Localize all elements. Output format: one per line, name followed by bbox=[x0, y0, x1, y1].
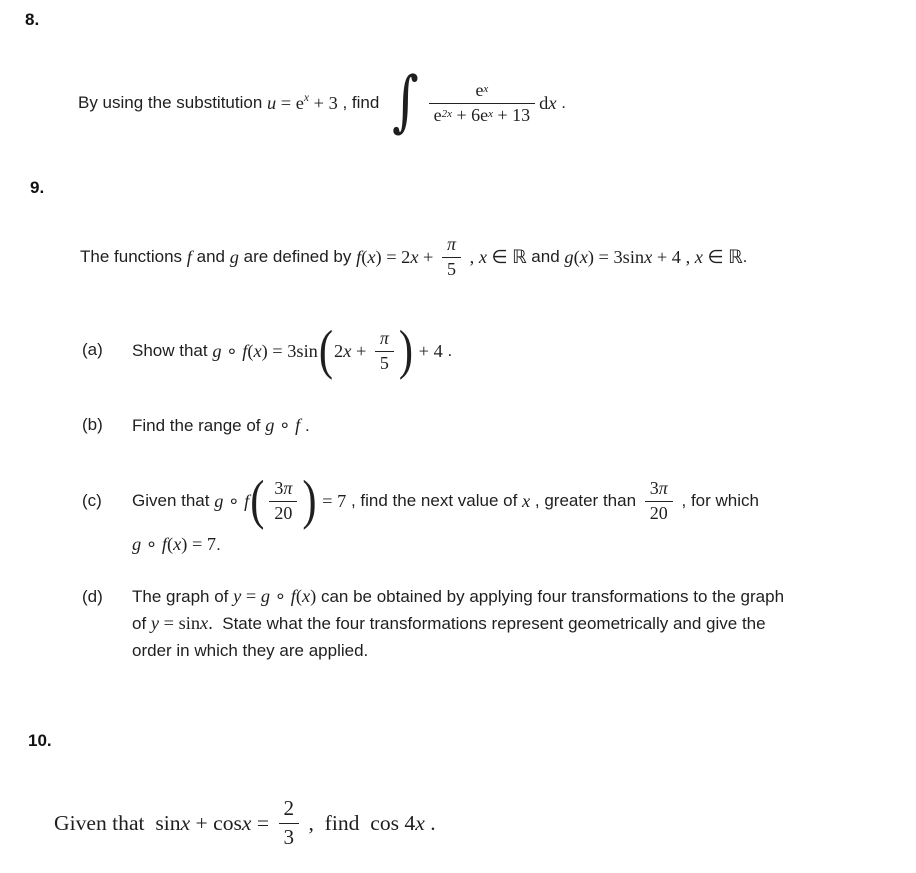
math-roman: ∘ bbox=[223, 490, 245, 511]
math-roman: 5 bbox=[379, 352, 389, 373]
math-roman: = sin bbox=[159, 613, 201, 633]
math-italic: g bbox=[229, 246, 239, 267]
fraction-numerator bbox=[470, 79, 493, 103]
text-run: order in which they are applied. bbox=[132, 641, 369, 660]
fraction-numerator bbox=[645, 477, 673, 501]
math-italic: g bbox=[132, 534, 142, 554]
q9-part-c-statement-line2 bbox=[132, 534, 221, 555]
text-run: , greater than bbox=[530, 491, 641, 511]
math-italic: f bbox=[290, 586, 296, 606]
math-roman: + cos bbox=[190, 810, 242, 835]
math-roman: 3 bbox=[649, 478, 659, 498]
math-italic: u bbox=[267, 92, 277, 113]
q9-part-d-statement-line3 bbox=[132, 641, 368, 661]
math-italic: x bbox=[253, 340, 262, 361]
math-roman: ∘ bbox=[274, 415, 296, 435]
text-run: , find bbox=[337, 93, 385, 113]
text-run: of bbox=[132, 613, 151, 633]
text-run: . bbox=[556, 93, 566, 113]
fraction bbox=[375, 327, 394, 375]
q9-part-b-statement bbox=[132, 415, 310, 436]
math-italic: x bbox=[548, 92, 557, 113]
math-roman: ) = 3sin bbox=[261, 340, 318, 361]
math-roman: Given that sin bbox=[54, 810, 181, 835]
text-run: Given that bbox=[132, 491, 215, 511]
math-roman: ( bbox=[361, 246, 368, 267]
fraction-denominator bbox=[375, 351, 394, 376]
math-roman: ∘ bbox=[270, 586, 291, 606]
math-roman: + bbox=[418, 246, 439, 267]
q9-part-c-statement-line1 bbox=[132, 469, 759, 531]
math-italic: f bbox=[161, 534, 167, 554]
math-italic: x bbox=[180, 810, 191, 835]
integral-sign: ∫ bbox=[392, 63, 419, 141]
fraction-numerator bbox=[279, 795, 300, 823]
text-run: . bbox=[442, 341, 453, 361]
q10-statement bbox=[54, 795, 436, 851]
math-italic: x bbox=[200, 613, 209, 633]
math-italic: x bbox=[173, 534, 182, 554]
text-run: By using the substitution bbox=[78, 93, 268, 113]
math-italic: g bbox=[214, 490, 224, 511]
math-roman: + 6e bbox=[452, 104, 489, 125]
math-roman: ) = 3sin bbox=[587, 246, 645, 267]
math-roman: + 13 bbox=[493, 104, 531, 125]
superscript: x bbox=[488, 107, 493, 120]
math-roman: = bbox=[241, 586, 261, 606]
math-roman: e bbox=[475, 80, 484, 100]
math-italic: f bbox=[244, 490, 250, 511]
math-roman: ) bbox=[310, 586, 317, 606]
text-run: , for which bbox=[676, 491, 759, 511]
math-roman: , bbox=[465, 246, 479, 267]
fraction bbox=[442, 233, 461, 281]
math-italic: x bbox=[343, 340, 352, 361]
fraction bbox=[645, 477, 673, 525]
q9-intro bbox=[80, 233, 747, 281]
part-label-b: (b) bbox=[82, 415, 103, 434]
text-run: State what the four transformations represent geometrically and give the bbox=[212, 613, 766, 633]
math-roman: = 7 bbox=[317, 490, 347, 511]
fraction bbox=[429, 79, 535, 127]
text-run: can be obtained by applying four transformations to the graph bbox=[316, 586, 785, 606]
question-8-number: 8. bbox=[25, 10, 40, 29]
fraction-denominator bbox=[429, 103, 535, 128]
q8-statement bbox=[78, 63, 566, 141]
math-italic: x bbox=[241, 810, 252, 835]
math-roman: + bbox=[351, 340, 371, 361]
math-roman: 3 bbox=[274, 478, 284, 498]
math-roman: ∘ bbox=[221, 340, 243, 361]
math-roman: 20 bbox=[649, 502, 668, 523]
math-roman: 5 bbox=[447, 258, 457, 279]
math-italic: π bbox=[283, 478, 293, 498]
superscript: x bbox=[483, 83, 489, 96]
math-roman: ∘ bbox=[141, 534, 162, 554]
math-italic: π bbox=[379, 328, 389, 348]
math-italic: x bbox=[694, 246, 703, 267]
math-roman: ( bbox=[573, 246, 580, 267]
math-roman: + 3 bbox=[309, 92, 338, 113]
math-roman: 20 bbox=[274, 502, 293, 523]
text-run: . bbox=[300, 415, 310, 435]
math-roman: 3 bbox=[283, 824, 295, 849]
math-italic: f bbox=[295, 415, 301, 435]
fraction-denominator bbox=[645, 501, 673, 526]
math-italic: y bbox=[150, 613, 160, 633]
math-roman: d bbox=[539, 92, 549, 113]
math-roman: ( bbox=[295, 586, 302, 606]
text-run: The graph of bbox=[132, 586, 234, 606]
fraction-numerator bbox=[442, 233, 461, 257]
math-italic: y bbox=[233, 586, 242, 606]
math-italic: π bbox=[658, 478, 668, 498]
math-italic: g bbox=[212, 340, 222, 361]
part-label-d: (d) bbox=[82, 587, 103, 606]
fraction-denominator bbox=[442, 257, 461, 282]
math-roman: , find cos 4 bbox=[303, 810, 416, 835]
fraction-numerator bbox=[269, 477, 297, 501]
math-roman: . bbox=[208, 613, 213, 633]
math-roman: ( bbox=[166, 534, 174, 554]
q9-part-d-statement-line1 bbox=[132, 586, 784, 607]
fraction bbox=[279, 795, 300, 851]
math-roman: ∈ ℝ bbox=[702, 246, 743, 267]
big-paren: ) bbox=[398, 319, 414, 381]
question-9-number: 9. bbox=[30, 178, 45, 197]
math-italic: x bbox=[579, 246, 588, 267]
math-roman: 2 bbox=[334, 340, 344, 361]
math-roman: ) = 2 bbox=[375, 246, 411, 267]
fraction-denominator bbox=[269, 501, 297, 526]
text-run: The functions bbox=[80, 247, 187, 267]
math-roman: ( bbox=[247, 340, 254, 361]
math-roman: + 4 , bbox=[652, 246, 695, 267]
math-italic: x bbox=[478, 246, 487, 267]
fraction bbox=[269, 477, 297, 525]
text-run: are defined by bbox=[238, 247, 357, 267]
fraction-denominator bbox=[279, 823, 300, 852]
text-run: and bbox=[191, 247, 230, 267]
math-roman: 2 bbox=[283, 796, 295, 820]
math-roman: e bbox=[433, 104, 442, 125]
math-italic: g bbox=[260, 586, 271, 606]
text-run: and bbox=[531, 247, 565, 267]
math-roman: = e bbox=[276, 92, 304, 113]
q9-part-d-statement-line2 bbox=[132, 613, 766, 634]
math-roman: + 4 bbox=[414, 340, 443, 361]
math-italic: x bbox=[415, 810, 425, 835]
superscript: x bbox=[303, 90, 310, 104]
math-italic: f bbox=[242, 340, 248, 361]
text-run: . bbox=[742, 247, 748, 267]
q9-part-a-statement bbox=[132, 319, 453, 381]
math-roman: = bbox=[251, 810, 275, 835]
math-roman: ) = 7 bbox=[181, 534, 217, 554]
math-roman: ∈ ℝ bbox=[486, 246, 532, 267]
text-run: , find the next value of bbox=[346, 491, 523, 511]
part-label-c: (c) bbox=[82, 491, 102, 510]
math-italic: f bbox=[186, 246, 192, 267]
big-paren: ( bbox=[250, 469, 265, 531]
math-italic: f bbox=[356, 246, 362, 267]
math-italic: π bbox=[447, 234, 457, 254]
math-italic: x bbox=[301, 586, 311, 606]
part-label-a: (a) bbox=[82, 340, 103, 359]
text-run: Show that bbox=[132, 341, 213, 361]
fraction-numerator bbox=[375, 327, 394, 351]
math-italic: g bbox=[564, 246, 574, 267]
big-paren: ) bbox=[302, 469, 317, 531]
superscript: 2x bbox=[441, 107, 452, 120]
math-italic: x bbox=[367, 246, 376, 267]
math-roman: . bbox=[424, 810, 436, 835]
math-italic: x bbox=[410, 246, 419, 267]
math-italic: g bbox=[265, 415, 275, 435]
math-italic: x bbox=[522, 490, 531, 511]
question-10-number: 10. bbox=[28, 731, 52, 750]
big-paren: ( bbox=[318, 319, 334, 381]
text-run: . bbox=[216, 534, 221, 554]
math-italic: x bbox=[644, 246, 653, 267]
text-run: Find the range of bbox=[132, 415, 266, 435]
